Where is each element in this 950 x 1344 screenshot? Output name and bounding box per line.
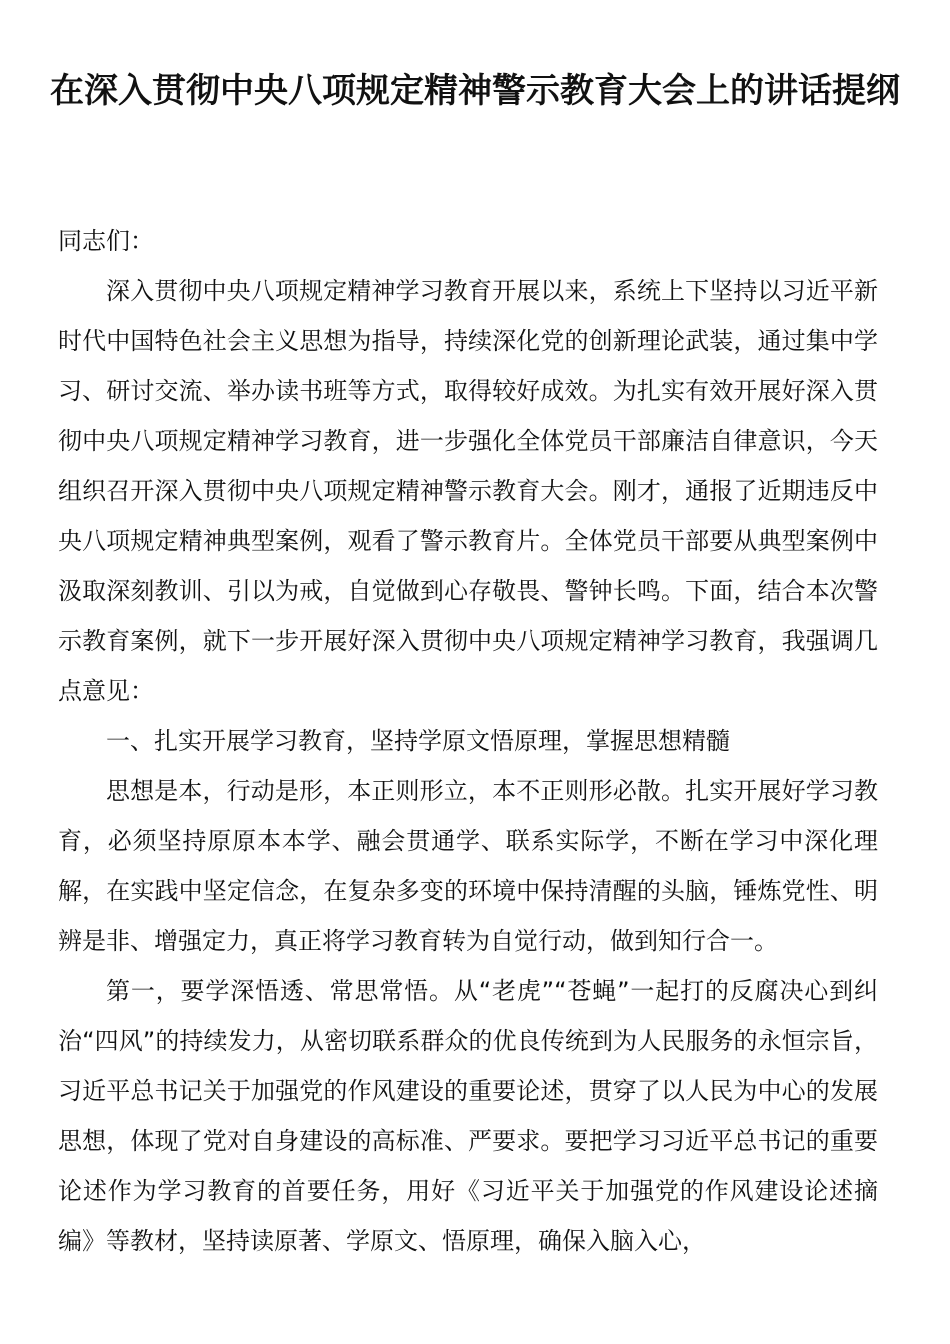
salutation: 同志们：	[58, 227, 154, 255]
intro-paragraph: 深入贯彻中央八项规定精神学习教育开展以来，系统上下坚持以习近平新时代中国特色社会主义思想为指导，持续深化党的创新理论武装，通过集中学习、研讨交流、举办读书班等方式，取得较好成效。为扎实有效开展好深入贯彻中央八项规定精神学习教育，进一步强化全体党员干部廉洁自律意识，今天组织召开深入贯彻中央八项规定精神警示教育大会。刚才，通报了近期违反中央八项规定精神典型案例，观看了警示教育片。全体党员干部要从典型案例中汲取深刻教训、引以为戒，自觉做到心存敬畏、警钟长鸣。下面，结合本次警示教育案例，就下一步开展好深入贯彻中央八项规定精神学习教育，我强调几点意见：	[58, 277, 878, 705]
section-paragraph: 第一，要学深悟透、常思常悟。从“老虎”“苍蝇”一起打的反腐决心到纠治“四风”的持续发力，从密切联系群众的优良传统到为人民服务的永恒宗旨，习近平总书记关于加强党的作风建设的重要论述，贯穿了以人民为中心的发展思想，体现了党对自身建设的高标准、严要求。要把学习习近平总书记的重要论述作为学习教育的首要任务，用好《习近平关于加强党的作风建设论述摘编》等教材，坚持读原著、学原文、悟原理，确保入脑入心，	[58, 977, 878, 1255]
section-paragraph: 思想是本，行动是形，本正则形立，本不正则形必散。扎实开展好学习教育，必须坚持原原本本学、融会贯通学、联系实际学，不断在学习中深化理解，在实践中坚定信念，在复杂多变的环境中保持清醒的头脑，锤炼党性、明辨是非、增强定力，真正将学习教育转为自觉行动，做到知行合一。	[58, 777, 878, 955]
document-body	[58, 216, 878, 1266]
document-title: 在深入贯彻中央八项规定精神警示教育大会上的讲话提纲	[50, 71, 900, 111]
section-heading: 一、扎实开展学习教育，坚持学原文悟原理，掌握思想精髓	[106, 727, 730, 755]
